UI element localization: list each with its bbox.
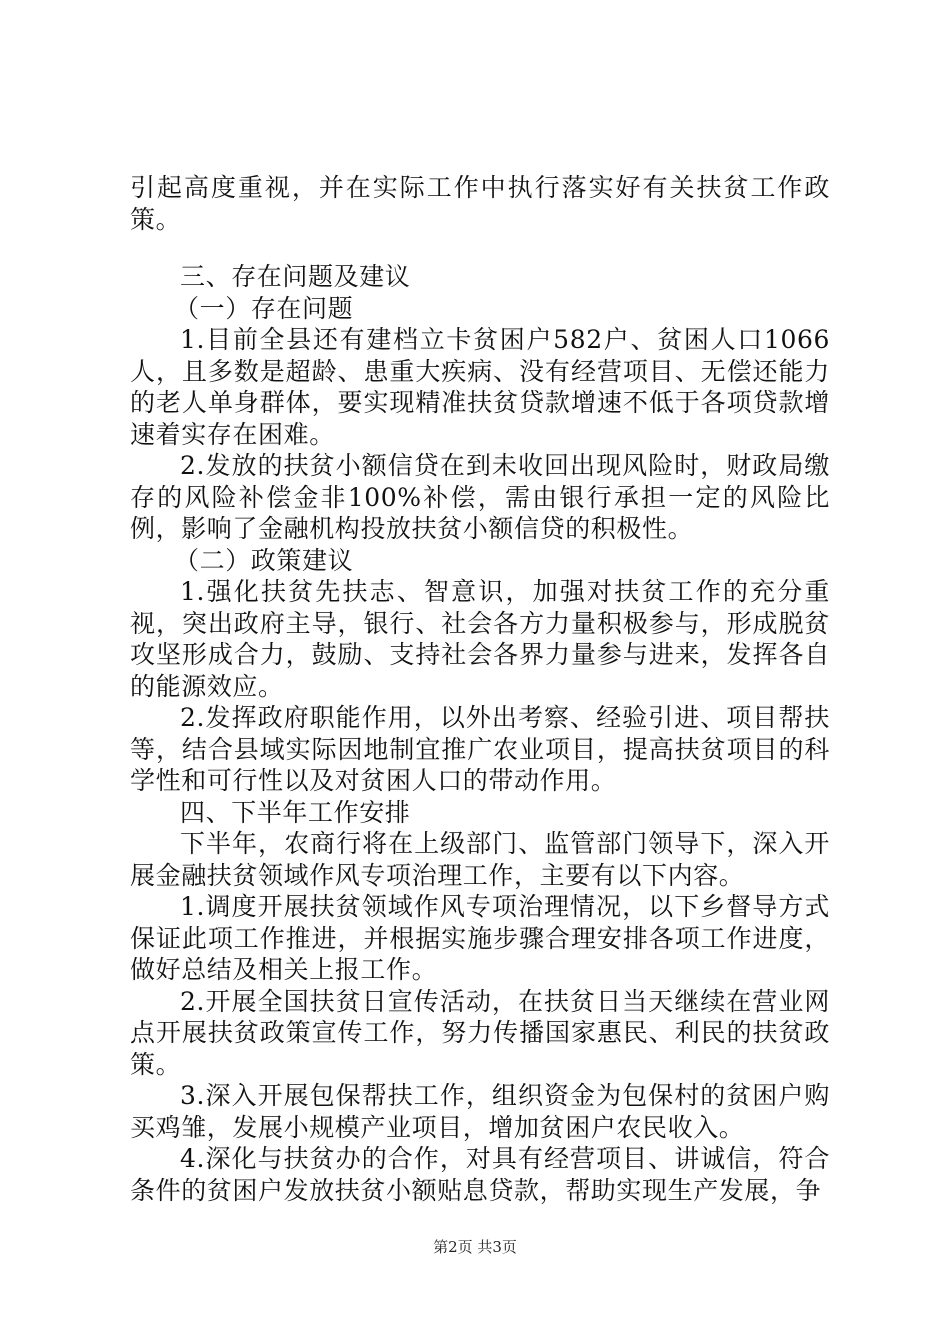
paragraph-work-plan-2: 2.开展全国扶贫日宣传活动，在扶贫日当天继续在营业网点开展扶贫政策宣传工作，努力传播国家惠民、利民的扶贫政策。 bbox=[130, 986, 830, 1079]
paragraph-work-plan-1: 1.调度开展扶贫领域作风专项治理情况，以下乡督导方式保证此项工作推进，并根据实施步骤合理安排各项工作进度，做好总结及相关上报工作。 bbox=[130, 892, 830, 984]
paragraph-continuation: 引起高度重视，并在实际工作中执行落实好有关扶贫工作政策。 bbox=[130, 173, 830, 234]
paragraph-policy-1: 1.强化扶贫先扶志、智意识，加强对扶贫工作的充分重视，突出政府主导，银行、社会各方力量积极参与，形成脱贫攻坚形成合力，鼓励、支持社会各界力量参与进来，发挥各自的能源效应。 bbox=[130, 577, 830, 701]
paragraph-problem-1: 1.目前全县还有建档立卡贫困户582户、贫困人口1066人，且多数是超龄、患重大疾病、没有经营项目、无偿还能力的老人单身群体，要实现精准扶贫贷款增速不低于各项贷款增速着实存在困难。 bbox=[130, 325, 830, 449]
page-number-footer: 第2页 共3页 bbox=[433, 1238, 517, 1256]
subsection-heading-policy: （二）政策建议 bbox=[174, 545, 354, 575]
paragraph-policy-2: 2.发挥政府职能作用，以外出考察、经验引进、项目帮扶等，结合县域实际因地制宜推广农业项目，提高扶贫项目的科学性和可行性以及对贫困人口的带动作用。 bbox=[130, 703, 830, 795]
section-heading-work-plan: 四、下半年工作安排 bbox=[180, 797, 411, 827]
subsection-heading-problems: （一）存在问题 bbox=[174, 293, 354, 323]
paragraph-work-plan-4: 4.深化与扶贫办的合作，对具有经营项目、讲诚信，符合条件的贫困户发放扶贫小额贴息贷款，帮助实现生产发展，争 bbox=[130, 1144, 830, 1205]
paragraph-work-plan-3: 3.深入开展包保帮扶工作，组织资金为包保村的贫困户购买鸡雏，发展小规模产业项目，增加贫困户农民收入。 bbox=[130, 1081, 830, 1142]
paragraph-gap bbox=[130, 235, 830, 261]
document-body bbox=[130, 172, 830, 1206]
paragraph-problem-2: 2.发放的扶贫小额信贷在到未收回出现风险时，财政局缴存的风险补偿金非100%补偿，需由银行承担一定的风险比例，影响了金融机构投放扶贫小额信贷的积极性。 bbox=[130, 451, 830, 543]
paragraph-work-plan-intro: 下半年，农商行将在上级部门、监管部门领导下，深入开展金融扶贫领域作风专项治理工作，主要有以下内容。 bbox=[130, 829, 830, 890]
section-heading-problems-suggestions: 三、存在问题及建议 bbox=[180, 262, 411, 291]
